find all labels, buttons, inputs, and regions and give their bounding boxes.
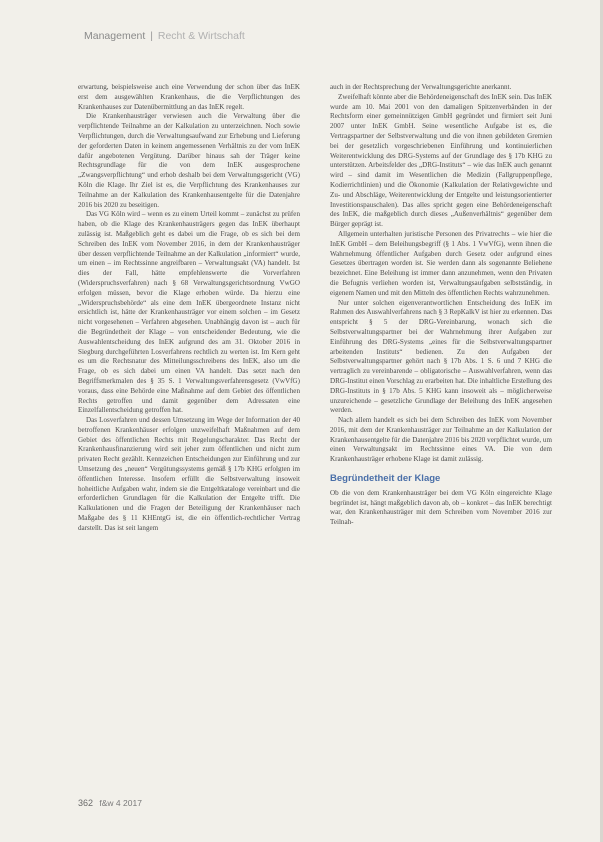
paragraph: Nach allem handelt es sich bei dem Schreiben des InEK vom November 2016, mit dem der Krankenhausträger zur Teilnahme an der Kalkulation der Krankenhausentgelte für die Datenjahre 2016 bis 2020 verpflichtet wurde, um einen Verwaltungsakt im Rechtssinne eines VA. Die von dem Krankenhausträger erhobene Klage ist damit zulässig. bbox=[330, 416, 552, 464]
running-header bbox=[84, 30, 554, 46]
paragraph: Zweifelhaft könnte aber die Behördeneigenschaft des InEK sein. Das InEK wurde am 10. Mai 2001 von den damaligen Spitzenverbänden in der Rechtsform einer gemeinnützigen GmbH gegründet und firmiert seit Juni 2007 unter InEK GmbH. Seine wesentliche Aufgabe ist es, die Vertragspartner der Selbstverwaltung und die von ihnen gebildeten Gremien bei der gesetzlich vorgeschriebenen Einführung und kontinuierlichen Weiterentwicklung des DRG-Systems auf der Grundlage des § 17b KHG zu unterstützen. Arbeitsfelder des „DRG-Instituts“ – wie das InEK auch genannt wird – sind damit im Wesentlichen die Medizin (Fallgruppenpflege, Kodierrichtlinien) und die Ökonomie (Kalkulation der Relativgewichte und Zu- und Abschläge, Weiterentwicklung der Entgelte und leistungsorientierter Investitionspauschalen). Das alles spricht gegen eine Behördeneigenschaft des InEK, die maßgeblich durch dieses „Außenverhältnis“ gegenüber dem Bürger geprägt ist. bbox=[330, 92, 552, 229]
page-footer bbox=[78, 798, 142, 808]
paragraph: Das Losverfahren und dessen Umsetzung im Wege der Information der 40 betroffenen Krankenhäuser erfolgen unzweifelhaft Maßnahmen auf dem Gebiet des öffentlichen Rechts mit Regelungscharakter. Das Recht der Krankenhausfinanzierung wird seit jeher zum öffentlichen und nicht zum privaten Recht gezählt. Kennzeichen Entscheidungen zur Einführung und zur Umsetzung des „neuen“ Vergütungssystems gemäß § 17b KHG erfolgten im öffentlichen Interesse. Insofern erfüllt die Selbstverwaltung insoweit hoheitliche Aufgaben wahr, indem sie die Entgeltkataloge vereinbart und die erforderlichen Grundlagen für die Kalkulation der Entgelte trifft. Die Kalkulationen und die Fragen der Beteiligung der Krankenhäuser nach Maßgabe des § 11 KHEntgG ist, die ein öffentlich-rechtlicher Vertrag darstellt. Das ist seit langem bbox=[78, 416, 300, 532]
paragraph: Nur unter solchen eigenverantwortlichen Entscheidung des InEK im Rahmen des Auswahlverfahrens nach § 3 RepKalkV ist hier zu erkennen. Das entspricht § 5 der DRG-Vereinbarung, wonach sich die Selbstverwaltungspartner bei der Wahrnehmung ihrer Aufgaben zur Einführung des DRG-Systems „eines für die Selbstverwaltungspartner arbeitenden Instituts“ bedienen. Zu den Aufgaben der Selbstverwaltungspartner gehört nach § 17b Abs. 1 S. 6 und 7 KHG die vertraglich zu vereinbarende – obligatorische – Auswahlverfahren, wenn das DRG-Institut einen Vorschlag zu erarbeiten hat. Die inhaltliche Erstellung des DRG-Instituts in § 17b Abs. 5 KHG kann insoweit als – möglicherweise unzureichende – gesetzliche Grundlage der Beleihung des InEK angesehen werden. bbox=[330, 298, 552, 415]
left-column bbox=[78, 83, 300, 534]
paragraph: auch in der Rechtsprechung der Verwaltungsgerichte anerkannt. bbox=[330, 83, 512, 91]
page-number: 362 bbox=[78, 798, 94, 808]
header-subsection: Recht & Wirtschaft bbox=[157, 30, 245, 42]
paragraph: Die Krankenhausträger verwiesen auch die Verwaltung über die verpflichtende Teilnahme an der Kalkulation zu unterzeichnen. Noch sowie Verpflichtungen, durch die Verwaltungsaufwand zur Erhebung und Lieferung der geforderten Daten in keinem angemessenen Verhältnis zu der vom InEK dafür angebotenen Vergütung. Darüber hinaus sah der Träger keine Rechtsgrundlage für die von dem InEK ausgesprochene „Zwangsverpflichtung“ und erhob deshalb bei dem Verwaltungsgericht (VG) Köln die Klage. Ihr Ziel ist es, die Verpflichtung des Krankenhauses zur Teilnahme an der Kalkulation des Krankenhausentgelte für die Datenjahre 2016 bis 2020 zu beseitigen. bbox=[78, 112, 300, 209]
paragraph: Das VG Köln wird – wenn es zu einem Urteil kommt – zunächst zu prüfen haben, ob die Klage des Krankenhausträgers gegen das InEK überhaupt zulässig ist. Maßgeblich geht es dabei um die Frage, ob es sich bei dem Schreiben des InEK vom November 2016, in dem der Krankenhausträger über dessen verpflichtende Teilnahme an der Kalkulation „informiert“ wurde, um einen – im Rechtssinne angreifbaren – Verwaltungsakt (VA) handelt. Ist dies der Fall, hätte empfehlenswerte die Vorverfahren (Widerspruchsverfahren) nach § 68 Verwaltungsgerichtsordnung VwGO erfolgen müssen, bevor die Klage erhoben würde. Da hierzu eine „Widerspruchsbehörde“ als eine dem InEK übergeordnete Instanz nicht ersichtlich ist, hätte der Krankenhausträger vor einem solchen – im Gesetz nicht vorgesehenen – Verfahren abgesehen. Unabhängig davon ist – auch für die Begründetheit der Klage – von entscheidender Bedeutung, wie die Auswahlentscheidung des InEK aufgrund des am 31. Oktober 2016 in Siegburg durchgeführten Losverfahrens rechtlich zu werten ist. Im Kern geht es um die Rechtsnatur des Mitteilungsschreibens des InEK, also um die Frage, ob es sich dabei um einen VA handelt. Das setzt nach den Begriffsmerkmalen des § 35 S. 1 Verwaltungsverfahrensgesetz (VwVfG) voraus, dass eine Behörde eine Maßnahme auf dem Gebiet des öffentlichen Rechts getroffen und damit gegenüber dem Adressaten eine Einzelfallentscheidung getroffen hat. bbox=[78, 210, 300, 415]
issue-label: f&w 4 2017 bbox=[99, 798, 142, 808]
header-separator: | bbox=[150, 30, 153, 42]
paragraph: Allgemein unterhalten juristische Personen des Privatrechts – wie hier die InEK GmbH – dem Beleihungsbegriff (§ 1 Abs. 1 VwVfG), wenn ihnen die Wahrnehmung öffentlicher Aufgaben durch Gesetz oder aufgrund eines Gesetzes übertragen worden ist. Sie werden dann als sogenannte Beliehene bezeichnet. Eine Beleihung ist immer dann anzunehmen, wenn den Privaten die Befugnis verliehen worden ist, Verwaltungsaufgaben selbstständig, in eigenem Namen und mit den Mitteln des öffentlichen Rechts wahrzunehmen. bbox=[330, 229, 552, 297]
section-heading: Begründetheit der Klage bbox=[330, 473, 441, 485]
paragraph: erwartung, beispielsweise auch eine Verwendung der schon über das InEK erst dem ausgewählten Krankenhaus, die die Verpflichtungen des Krankenhauses zur Datenübermittlung an das InEK regelt. bbox=[78, 83, 300, 111]
header-section: Management bbox=[84, 30, 146, 42]
paragraph: Ob die von dem Krankenhausträger bei dem VG Köln eingereichte Klage begründet ist, hängt maßgeblich davon ab, ob – konkret – das InEK berechtigt war, den Krankenhausträger mit dem Schreiben vom November 2016 zur Teilnah- bbox=[330, 488, 552, 527]
right-column bbox=[330, 83, 552, 528]
